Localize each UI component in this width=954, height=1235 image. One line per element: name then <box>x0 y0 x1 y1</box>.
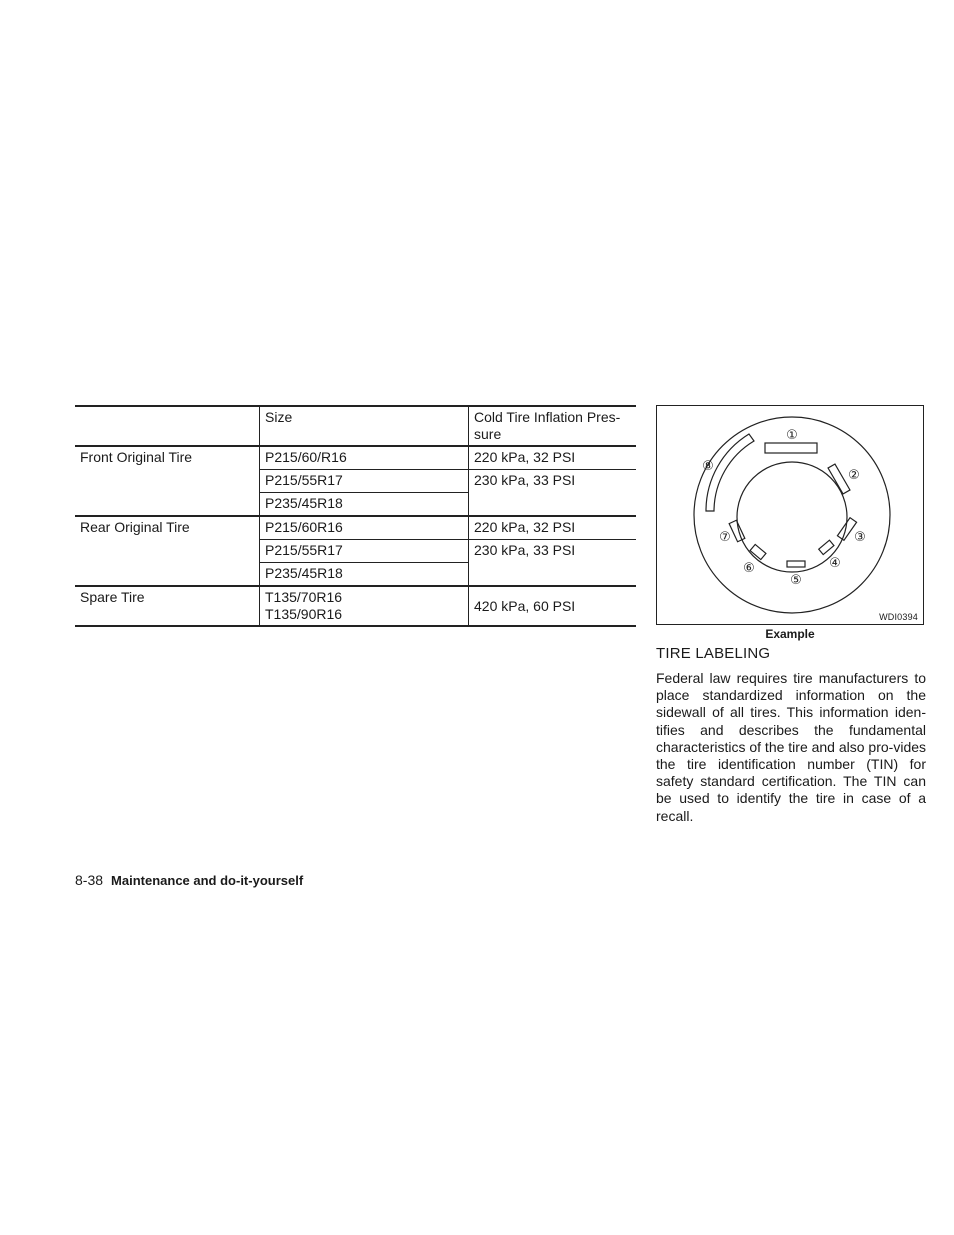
page-footer <box>75 872 303 888</box>
callout-3: ③ <box>854 530 866 545</box>
row-label-spare: Spare Tire <box>75 586 260 626</box>
table-header-pressure <box>469 406 637 446</box>
size-cell: P215/60R16 <box>260 516 469 540</box>
section-heading: TIRE LABELING <box>656 645 771 662</box>
size-cell: P215/60/R16 <box>260 446 469 470</box>
table-row <box>75 446 636 470</box>
size-cell <box>260 586 469 626</box>
tire-sidewall-figure <box>656 405 924 625</box>
pressure-cell: 220 kPa, 32 PSI <box>469 516 637 540</box>
row-label-front: Front Original Tire <box>75 446 260 516</box>
page-number: 8-38 <box>75 872 104 888</box>
spare-size-line-2: T135/90R16 <box>265 606 343 622</box>
callout-5: ⑤ <box>790 573 802 588</box>
table-header-size: Size <box>260 406 469 446</box>
callout-7: ⑦ <box>719 530 731 545</box>
size-cell: P215/55R17 <box>260 540 469 563</box>
figure-caption: Example <box>765 627 815 641</box>
table-header-pressure-line-2: sure <box>474 426 502 442</box>
pressure-cell: 230 kPa, 33 PSI <box>469 470 637 517</box>
chapter-title: Maintenance and do-it-yourself <box>111 873 304 888</box>
callout-6: ⑥ <box>743 561 755 576</box>
table-row <box>75 586 636 626</box>
figure-id: WDI0394 <box>879 612 918 622</box>
callout-8: ⑧ <box>702 459 714 474</box>
section-body: Federal law requires tire manufacturers to place standardized information on the sidewall of all tires. This information iden-tifies and describes the fundamental characteristics of the tire and also pro-vides the tire identification number (TIN) for safety standard certification. The TIN can be used to identify the tire in case of a recall. <box>656 670 927 824</box>
row-label-rear: Rear Original Tire <box>75 516 260 586</box>
callout-1: ① <box>786 428 798 443</box>
label-area-5 <box>787 561 805 567</box>
table-header-pressure-line-1: Cold Tire Inflation Pres- <box>474 409 621 425</box>
pressure-cell: 230 kPa, 33 PSI <box>469 540 637 587</box>
table-header-cell <box>75 406 260 446</box>
callout-2: ② <box>848 468 860 483</box>
size-cell: P235/45R18 <box>260 493 469 517</box>
size-cell: P235/45R18 <box>260 563 469 587</box>
table-header-row <box>75 406 636 446</box>
tire-sidewall-diagram <box>657 406 925 626</box>
pressure-cell: 220 kPa, 32 PSI <box>469 446 637 470</box>
callout-4: ④ <box>829 556 841 571</box>
pressure-cell: 420 kPa, 60 PSI <box>469 586 637 626</box>
size-cell: P215/55R17 <box>260 470 469 493</box>
label-area-4 <box>819 540 834 554</box>
tire-inflation-table <box>75 405 636 627</box>
spare-size-line-1: T135/70R16 <box>265 589 343 605</box>
label-area-6 <box>750 544 766 559</box>
table-row <box>75 516 636 540</box>
label-area-1 <box>765 443 817 453</box>
